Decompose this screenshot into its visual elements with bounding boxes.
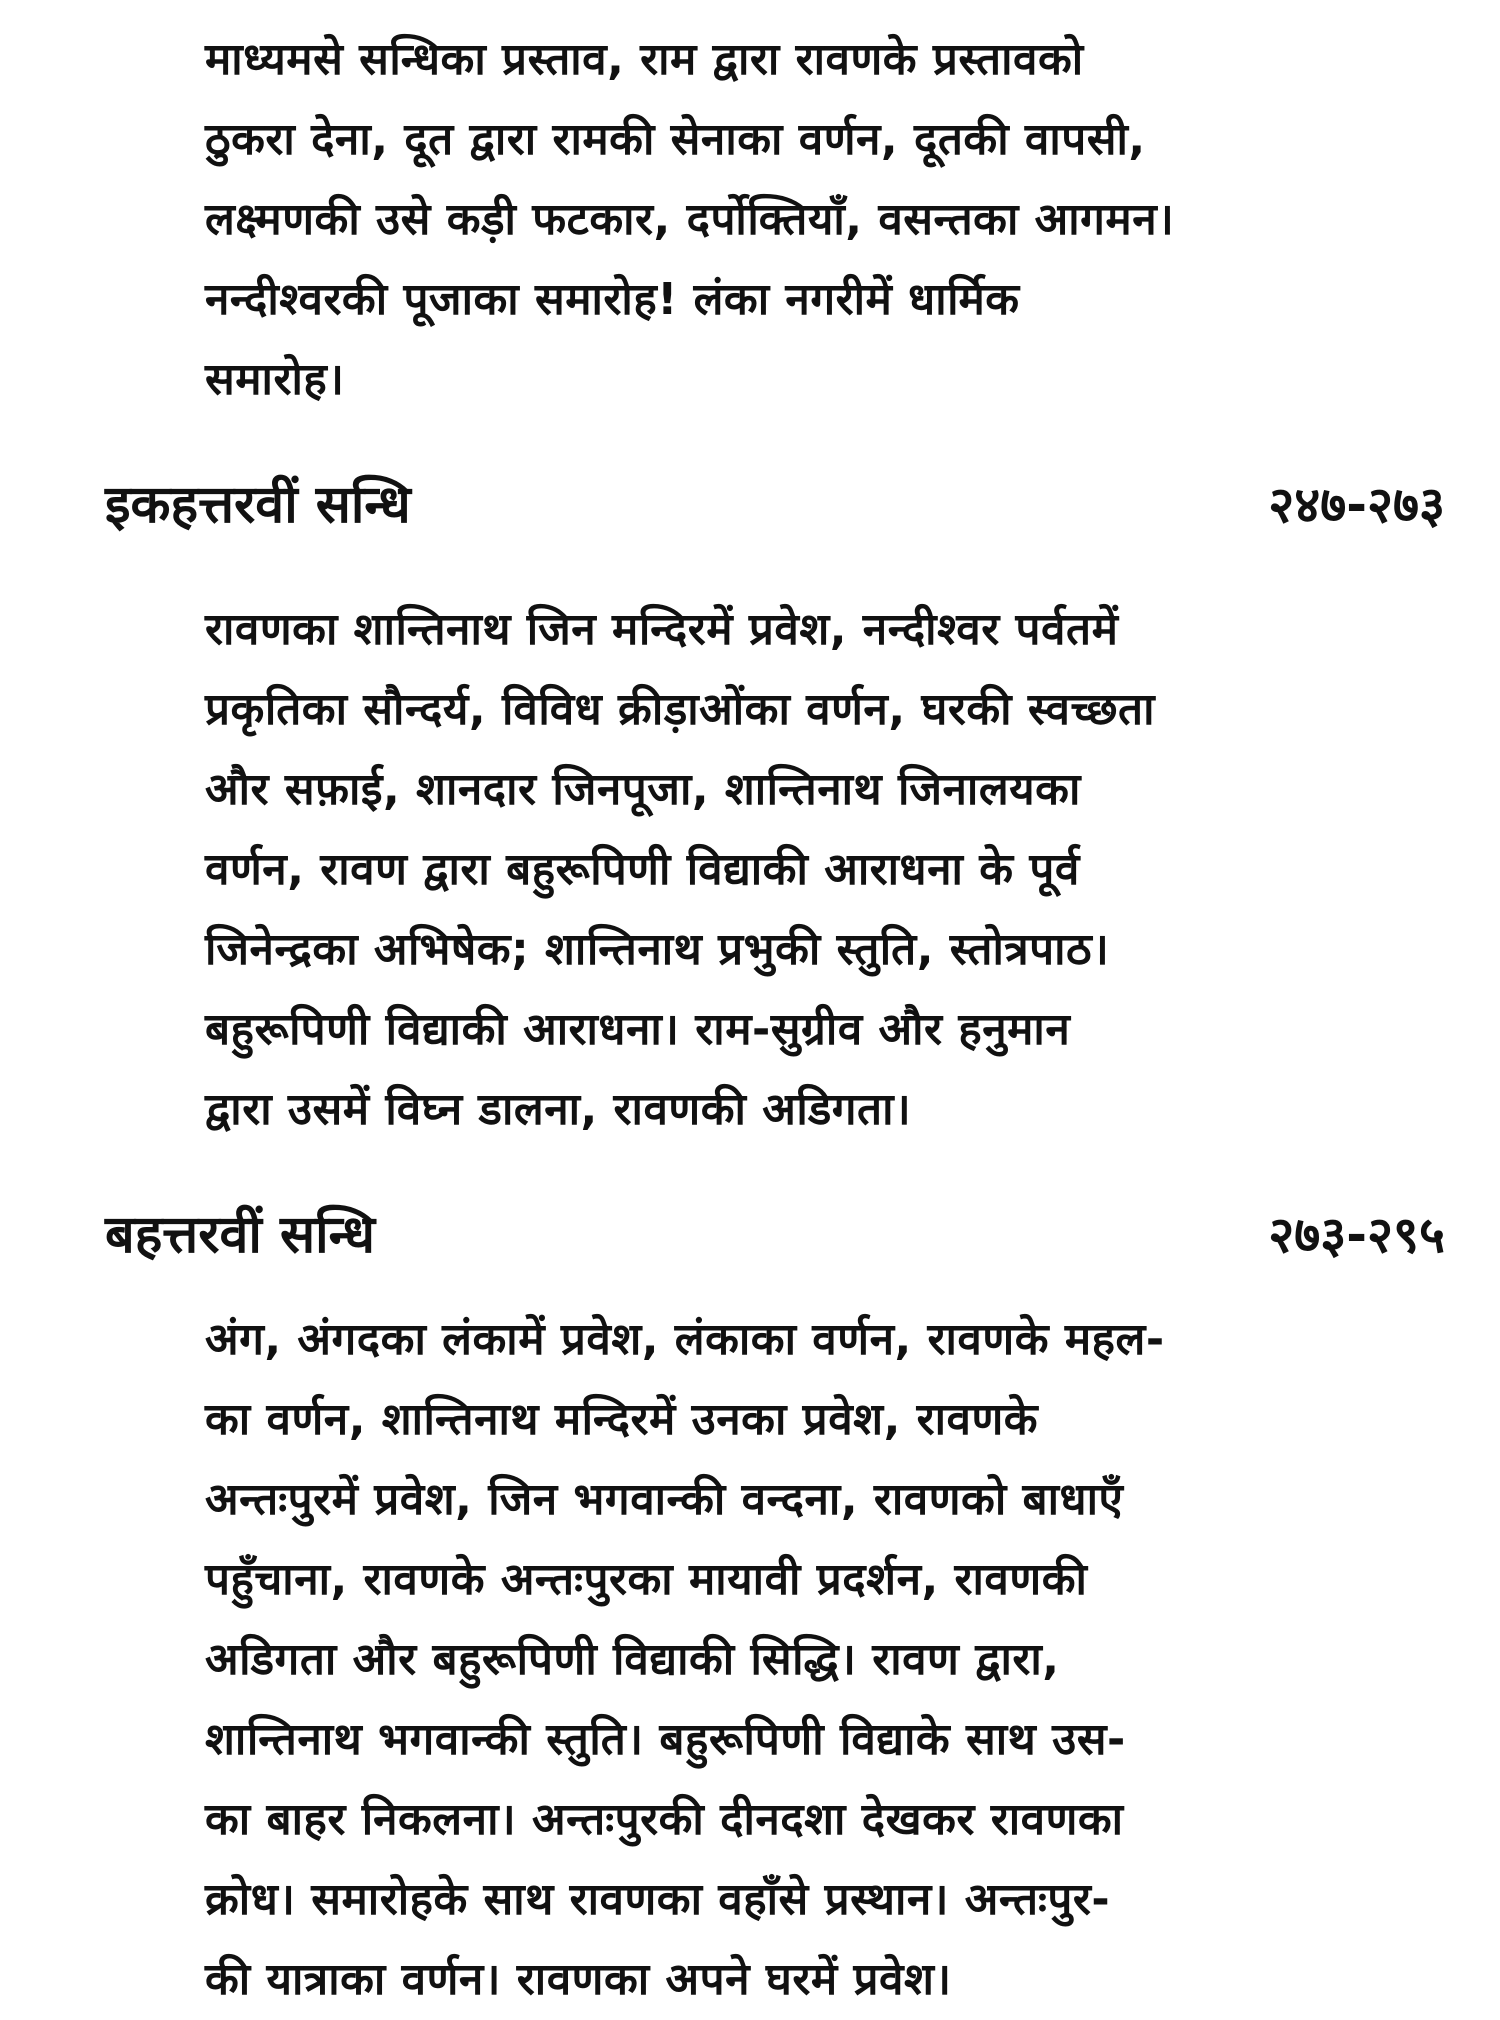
page-range: २७३-२९५ bbox=[1268, 1206, 1445, 1264]
section-heading-72 bbox=[105, 1200, 1445, 1270]
paragraph-line: अडिगता और बहुरूपिणी विद्याकी सिद्धि। रावण द्वारा, bbox=[205, 1634, 1060, 1685]
section-72-paragraph bbox=[205, 1300, 1320, 2020]
paragraph-line: माध्यमसे सन्धिका प्रस्ताव, राम द्वारा रावणके प्रस्तावको bbox=[205, 34, 1084, 85]
paragraph-line: नन्दीश्वरकी पूजाका समारोह! लंका नगरीमें धार्मिक bbox=[205, 274, 1020, 325]
paragraph-line: द्वारा उसमें विघ्न डालना, रावणकी अडिगता। bbox=[205, 1084, 912, 1135]
section-heading-71 bbox=[105, 470, 1445, 540]
section-71-paragraph bbox=[205, 590, 1320, 1150]
paragraph-line: का वर्णन, शान्तिनाथ मन्दिरमें उनका प्रवेश, रावणके bbox=[205, 1394, 1039, 1445]
section-title: इकहत्तरवीं सन्धि bbox=[105, 475, 411, 535]
paragraph-line: लक्ष्मणकी उसे कड़ी फटकार, दर्पोक्तियाँ, वसन्तका आगमन। bbox=[205, 194, 1175, 245]
page-range: २४७-२७३ bbox=[1268, 476, 1445, 534]
paragraph-line: जिनेन्द्रका अभिषेक; शान्तिनाथ प्रभुकी स्तुति, स्तोत्रपाठ। bbox=[205, 924, 1110, 975]
paragraph-line: ठुकरा देना, दूत द्वारा रामकी सेनाका वर्णन, दूतकी वापसी, bbox=[205, 114, 1146, 165]
paragraph-line: और सफ़ाई, शानदार जिनपूजा, शान्तिनाथ जिनालयका bbox=[205, 764, 1081, 815]
intro-paragraph bbox=[205, 20, 1320, 420]
paragraph-line: क्रोध। समारोहके साथ रावणका वहाँसे प्रस्थान। अन्तःपुर- bbox=[205, 1874, 1111, 1925]
paragraph-line: वर्णन, रावण द्वारा बहुरूपिणी विद्याकी आराधना के पूर्व bbox=[205, 844, 1080, 895]
paragraph-line: शान्तिनाथ भगवान्की स्तुति। बहुरूपिणी विद्याके साथ उस- bbox=[205, 1714, 1126, 1765]
paragraph-line: का बाहर निकलना। अन्तःपुरकी दीनदशा देखकर रावणका bbox=[205, 1794, 1124, 1845]
paragraph-line: रावणका शान्तिनाथ जिन मन्दिरमें प्रवेश, नन्दीश्वर पर्वतमें bbox=[205, 604, 1119, 655]
paragraph-line: समारोह। bbox=[205, 354, 345, 405]
paragraph-line: बहुरूपिणी विद्याकी आराधना। राम-सुग्रीव और हनुमान bbox=[205, 1004, 1071, 1055]
paragraph-line: पहुँचाना, रावणके अन्तःपुरका मायावी प्रदर्शन, रावणकी bbox=[205, 1554, 1088, 1605]
paragraph-line: प्रकृतिका सौन्दर्य, विविध क्रीड़ाओंका वर्णन, घरकी स्वच्छता bbox=[205, 684, 1155, 735]
paragraph-line: की यात्राका वर्णन। रावणका अपने घरमें प्रवेश। bbox=[205, 1954, 952, 2005]
paragraph-line: अन्तःपुरमें प्रवेश, जिन भगवान्की वन्दना, रावणको बाधाएँ bbox=[205, 1474, 1124, 1525]
paragraph-line: अंग, अंगदका लंकामें प्रवेश, लंकाका वर्णन, रावणके महल- bbox=[205, 1314, 1165, 1365]
section-title: बहत्तरवीं सन्धि bbox=[105, 1205, 375, 1265]
